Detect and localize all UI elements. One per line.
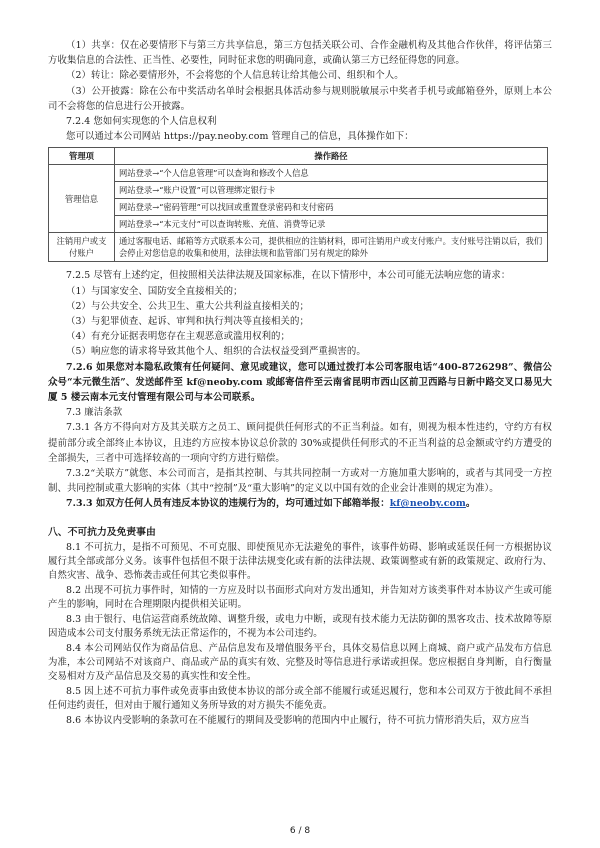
table-row bbox=[49, 199, 548, 216]
table-header-item: 管理项 bbox=[49, 148, 115, 165]
table-header-row bbox=[49, 148, 548, 165]
page-number: 6 / 8 bbox=[289, 826, 311, 836]
table-cell-category: 管理信息 bbox=[49, 165, 115, 233]
integrity-paragraph-2: 7.3.2“关联方”就您、本公司而言，是指其控制、与其共同控制一方或对一方施加重大影响的，或者与其同受一方控制、共同控制或重大影响的实体（其中“控制”及“重大影响”的定义以中国有效的企业会计准则的规定为准）。 bbox=[48, 468, 552, 495]
restriction-item: （3）与犯罪侦查、起诉、审判和执行判决等直接相关的； bbox=[66, 316, 309, 328]
force-majeure-paragraph-5: 8.5 因上述不可抗力事件或免责事由致使本协议的部分或全部不能履行或延迟履行，您和本公司双方于彼此间不承担任何违约责任，但对由于履行通知义务所导致的对方损失不能免责。 bbox=[48, 685, 552, 712]
integrity-paragraph-3 bbox=[48, 496, 552, 511]
manage-info-intro: 您可以通过本公司网站 https://pay.neoby.com 管理自己的信息，具体操作如下： bbox=[66, 131, 414, 143]
report-text: 7.3.3 如双方任何人员有违反本协议的违规行为的，均可通过如下邮箱举报： bbox=[66, 498, 390, 510]
section-heading-7-2-4: 7.2.4 您如何实现您的个人信息权利 bbox=[66, 116, 217, 128]
table-cell-path: 网站登录→“个人信息管理”可以查询和修改个人信息 bbox=[115, 165, 548, 182]
restriction-item: （2）与公共安全、公共卫生、重大公共利益直接相关的； bbox=[66, 300, 309, 312]
report-text-end: 。 bbox=[465, 498, 476, 510]
report-email-link[interactable]: kf@neoby.com bbox=[389, 498, 466, 510]
restriction-item: （1）与国家安全、国防安全直接相关的； bbox=[66, 285, 243, 297]
force-majeure-paragraph-4: 8.4 本公司网站仅作为商品信息、产品信息发布及增值服务平台，具体交易信息以网上商城、商户或产品发布方信息为准，本公司网站不对该商户、商品或产品的真实有效、完整及时等信息进行承诺或担保。您应根据自身判断，自行衡量交易相对方及产品信息及交易的真实性和安全性。 bbox=[48, 642, 552, 683]
table-header-path: 操作路径 bbox=[115, 148, 548, 165]
restrictions-paragraph: 7.2.5 尽管有上述约定，但按照相关法律法规及国家标准，在以下情形中，本公司可能无法响应您的请求： bbox=[66, 270, 511, 282]
force-majeure-paragraph-3: 8.3 由于银行、电信运营商系统故障、调整升级，或电力中断，或现有技术能力无法防御的黑客攻击、技术故障等原因造成本公司支付服务系统无法正常运作的，不视为本公司违约。 bbox=[48, 613, 552, 640]
table-row bbox=[49, 233, 548, 262]
table-row bbox=[49, 182, 548, 199]
table-row bbox=[49, 165, 548, 182]
integrity-paragraph-1: 7.3.1 各方不得向对方及其关联方之员工、顾问提供任何形式的不正当利益。如有，则视为根本性违约，守约方有权提前部分或全部终止本协议，且违约方应按本协议总价款的 30%或提供任何形式的不正当利益的总金额或守约方遭受的全部损失，三者中可选择较高的一项向守约方进行赔偿。 bbox=[48, 422, 552, 464]
restriction-item: （5）响应您的请求将导致其他个人、组织的合法权益受到严重损害的。 bbox=[66, 346, 366, 358]
transfer-paragraph: （2）转让：除必要情形外，不会将您的个人信息转让给其他公司、组织和个人。 bbox=[66, 70, 404, 82]
force-majeure-paragraph-2: 8.2 出现不可抗力事件时，知情的一方应及时以书面形式向对方发出通知，并告知对方该类事件对本协议产生或可能产生的影响，同时在合理期限内提供相关证明。 bbox=[48, 584, 552, 611]
contact-paragraph: 7.2.6 如果您对本隐私政策有任何疑问、意见或建议，您可以通过拨打本公司客服电话“400-8726298”、微信公众号“本元微生活”、发送邮件至 kf@neoby.com 或邮寄信件至云南省昆明市西山区前卫西路与日新中路交叉口易见大厦 5 楼云南本元支付管理有限公司与本公司联系。 bbox=[48, 361, 552, 404]
table-cell-path: 网站登录→“本元支付”可以查询转账、充值、消费等记录 bbox=[115, 216, 548, 233]
table-cell-path: 通过客服电话、邮箱等方式联系本公司，提供相应的注销材料，即可注销用户或支付账户。支付账号注销以后，我们会停止对您信息的收集和使用，法律法规和监管部门另有规定的除外 bbox=[115, 233, 548, 262]
table-cell-path: 网站登录→“密码管理”可以找回或重置登录密码和支付密码 bbox=[115, 199, 548, 216]
share-paragraph: （1）共享：仅在必要情形下与第三方共享信息，第三方包括关联公司、合作金融机构及其他合作伙伴，将评估第三方收集信息的合法性、正当性、必要性，同时征求您的明确同意，或确认第三方已经征得您的同意。 bbox=[48, 40, 552, 67]
force-majeure-paragraph-1: 8.1 不可抗力，是指不可预见、不可克服、即使预见亦无法避免的事件，该事件妨碍、影响或延误任何一方根据协议履行其全部或部分义务。该事件包括但不限于法律法规变化或有新的法律法规、政策调整或有新的政策规定、政府行为、自然灾害、战争、恐怖袭击或任何其它类似事件。 bbox=[48, 541, 552, 582]
operations-table bbox=[48, 147, 548, 262]
restriction-item: （4）有充分证据表明您存在主观恶意或滥用权利的； bbox=[66, 331, 290, 343]
table-row bbox=[49, 216, 548, 233]
section-heading-7-3: 7.3 廉洁条款 bbox=[66, 407, 123, 419]
force-majeure-paragraph-6: 8.6 本协议内受影响的条款可在不能履行的期间及受影响的范围内中止履行，待不可抗力情形消失后，双方应当 bbox=[66, 714, 530, 726]
table-cell-category: 注销用户或支付账户 bbox=[49, 233, 115, 262]
disclosure-paragraph: （3）公开披露：除在公布中奖活动名单时会根据具体活动参与规则脱敏展示中奖者手机号或邮箱登外，原则上本公司不会将您的信息进行公开披露。 bbox=[48, 85, 552, 112]
section-heading-8: 八、不可抗力及免责事由 bbox=[48, 526, 156, 538]
table-cell-path: 网站登录→“账户设置”可以管理绑定银行卡 bbox=[115, 182, 548, 199]
